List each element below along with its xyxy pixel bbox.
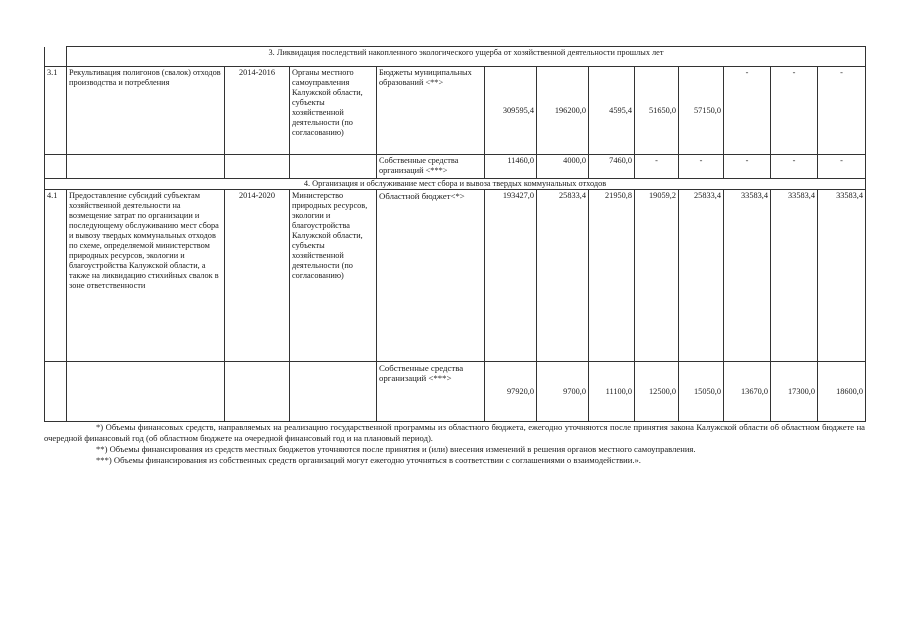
value-cell: 9700,0: [537, 362, 589, 422]
section-4-title: 4. Организация и обслуживание мест сбора и вывоза твердых коммунальных отходов: [45, 179, 866, 190]
table-row-4-1-main: [45, 190, 866, 362]
value-cell: 15050,0: [679, 362, 724, 422]
activity-name: Рекультивация полигонов (свалок) отходов производства и потребления: [67, 67, 225, 155]
value-cell: 11100,0: [589, 362, 635, 422]
value-cell: 7460,0: [589, 155, 635, 179]
value-cell: -: [771, 155, 818, 179]
table-row-3-1-main: [45, 67, 866, 155]
program-activities-table: [44, 46, 866, 422]
activity-executor: Министерство природных ресурсов, экологии и благоустройства Калужской области, субъекты хозяйственной деятельности (по согласованию): [290, 190, 377, 362]
row-index: 3.1: [45, 67, 67, 155]
footnote-2: **) Объемы финансирования из средств местных бюджетов уточняются после принятия и (или) внесения изменений в решения органов местного самоуправления.: [96, 444, 696, 454]
value-cell: -: [771, 67, 818, 155]
section-3-title: 3. Ликвидация последствий накопленного экологического ущерба от хозяйственной деятельности прошлых лет: [67, 47, 866, 67]
funding-source: Областной бюджет<*>: [377, 190, 485, 362]
value-cell: 25833,4: [537, 190, 589, 362]
value-cell: -: [635, 155, 679, 179]
funding-source: Собственные средства организаций <***>: [377, 362, 485, 422]
funding-source: Бюджеты муниципальных образований <**>: [377, 67, 485, 155]
table-row-3-1-own: [45, 155, 866, 179]
value-cell: 4000,0: [537, 155, 589, 179]
value-cell: 309595,4: [485, 67, 537, 155]
value-cell: 193427,0: [485, 190, 537, 362]
value-cell: -: [724, 155, 771, 179]
value-cell: -: [818, 67, 866, 155]
value-cell: 11460,0: [485, 155, 537, 179]
value-cell: 17300,0: [771, 362, 818, 422]
value-cell: -: [679, 155, 724, 179]
section-3-row: [45, 47, 866, 67]
activity-period: 2014-2020: [225, 190, 290, 362]
value-cell: 18600,0: [818, 362, 866, 422]
value-cell: 25833,4: [679, 190, 724, 362]
value-cell: 51650,0: [635, 67, 679, 155]
value-cell: 196200,0: [537, 67, 589, 155]
value-cell: 21950,8: [589, 190, 635, 362]
value-cell: 33583,4: [771, 190, 818, 362]
activity-name: Предоставление субсидий субъектам хозяйственной деятельности на возмещение затрат по организации и последующему обслуживанию мест сбора и вывозу твердых коммунальных отходов по схеме, определяемой министерством природных ресурсов, экологии и благоустройства Калужской области, а также на ликвидацию стихийных свалок в зоне ответственности: [67, 190, 225, 362]
value-cell: 12500,0: [635, 362, 679, 422]
section-4-row: [45, 179, 866, 190]
value-cell: 13670,0: [724, 362, 771, 422]
footnotes: [44, 422, 865, 466]
value-cell: 33583,4: [818, 190, 866, 362]
value-cell: 57150,0: [679, 67, 724, 155]
value-cell: -: [818, 155, 866, 179]
row-index: 4.1: [45, 190, 67, 362]
footnote-1: *) Объемы финансовых средств, направляемых на реализацию государственной программы из областного бюджета, ежегодно уточняются после принятия закона Калужской области об областном бюджете на очередной финансовый год (об областном бюджете на очередной финансовый год и на плановый период).: [44, 422, 865, 443]
value-cell: 33583,4: [724, 190, 771, 362]
funding-source: Собственные средства организаций <***>: [377, 155, 485, 179]
value-cell: 4595,4: [589, 67, 635, 155]
value-cell: -: [724, 67, 771, 155]
footnote-3: ***) Объемы финансирования из собственных средств организаций могут ежегодно уточняться в соответствии с соглашениями о взаимодействии.».: [96, 455, 641, 465]
activity-executor: Органы местного самоуправления Калужской области, субъекты хозяйственной деятельности (по согласованию): [290, 67, 377, 155]
value-cell: 97920,0: [485, 362, 537, 422]
program-table-page: [44, 46, 865, 422]
table-row-4-1-own: [45, 362, 866, 422]
value-cell: 19059,2: [635, 190, 679, 362]
activity-period: 2014-2016: [225, 67, 290, 155]
